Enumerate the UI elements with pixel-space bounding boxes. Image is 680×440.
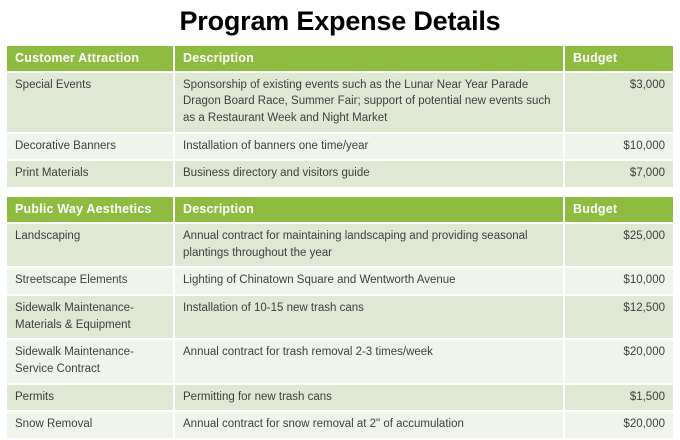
category-cell: Sidewalk Maintenance- Service Contract: [6, 339, 174, 383]
description-cell: Installation of 10-15 new trash cans: [174, 295, 564, 339]
table-row: [6, 384, 674, 412]
budget-cell: $3,000: [564, 72, 674, 133]
category-cell: Permits: [6, 384, 174, 412]
budget-cell: $10,000: [564, 133, 674, 161]
budget-cell: $12,500: [564, 295, 674, 339]
category-cell: Snow Removal: [6, 411, 174, 439]
category-cell: Print Materials: [6, 160, 174, 188]
budget-cell: $10,000: [564, 267, 674, 295]
description-cell: Annual contract for snow removal at 2" of accumulation: [174, 411, 564, 439]
description-cell: Business directory and visitors guide: [174, 160, 564, 188]
description-cell: Installation of banners one time/year: [174, 133, 564, 161]
table-header-row: [6, 196, 674, 223]
description-cell: Lighting of Chinatown Square and Wentworth Avenue: [174, 267, 564, 295]
budget-cell: $1,500: [564, 384, 674, 412]
column-header-description: Description: [174, 45, 564, 72]
budget-cell: $7,000: [564, 160, 674, 188]
table-row: [6, 223, 674, 267]
public-way-aesthetics-table: [5, 195, 675, 440]
table-row: [6, 339, 674, 383]
column-header-category: Public Way Aesthetics: [6, 196, 174, 223]
table-header-row: [6, 45, 674, 72]
description-cell: Sponsorship of existing events such as the Lunar Near Year Parade Dragon Board Race, Summer Fair; support of potential new events such as a Restaurant Week and Night Market: [174, 72, 564, 133]
category-cell: Landscaping: [6, 223, 174, 267]
table-row: [6, 295, 674, 339]
budget-cell: $25,000: [564, 223, 674, 267]
description-cell: Permitting for new trash cans: [174, 384, 564, 412]
table-row: [6, 72, 674, 133]
customer-attraction-table: [5, 44, 675, 189]
budget-cell: $20,000: [564, 411, 674, 439]
column-header-description: Description: [174, 196, 564, 223]
category-cell: Streetscape Elements: [6, 267, 174, 295]
table-row: [6, 160, 674, 188]
column-header-category: Customer Attraction: [6, 45, 174, 72]
table-row: [6, 411, 674, 439]
table-row: [6, 267, 674, 295]
budget-cell: $20,000: [564, 339, 674, 383]
column-header-budget: Budget: [564, 196, 674, 223]
table-row: [6, 133, 674, 161]
category-cell: Sidewalk Maintenance- Materials & Equipment: [6, 295, 174, 339]
description-cell: Annual contract for trash removal 2-3 times/week: [174, 339, 564, 383]
category-cell: Special Events: [6, 72, 174, 133]
description-cell: Annual contract for maintaining landscaping and providing seasonal plantings throughout the year: [174, 223, 564, 267]
page-title: Program Expense Details: [179, 6, 501, 36]
category-cell: Decorative Banners: [6, 133, 174, 161]
column-header-budget: Budget: [564, 45, 674, 72]
